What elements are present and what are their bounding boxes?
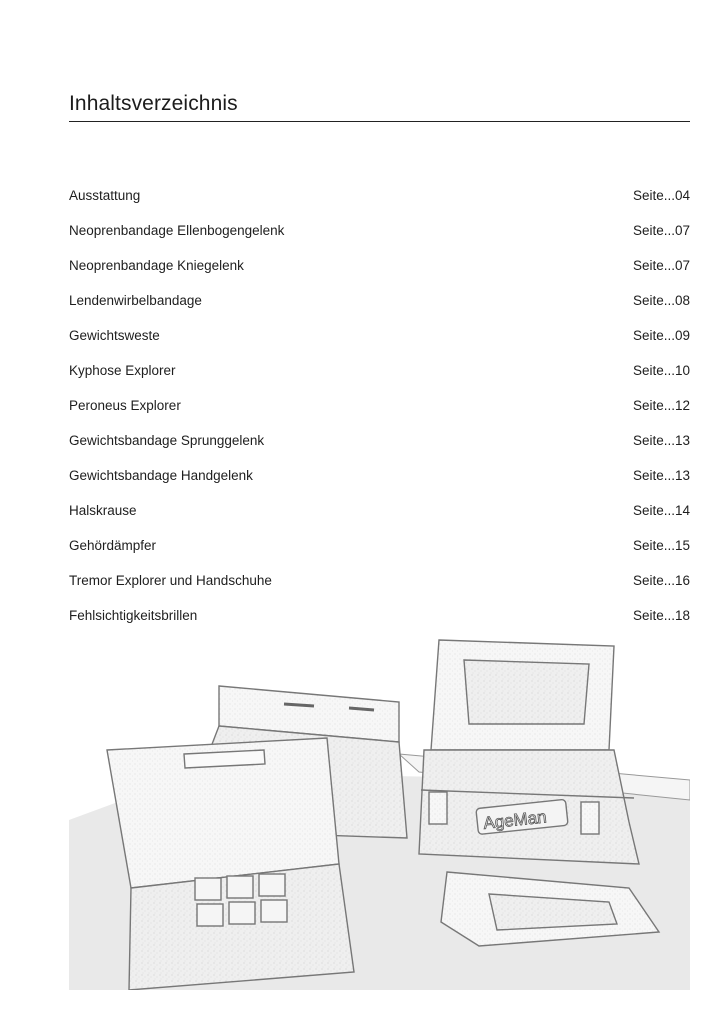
toc-entry-title: Ausstattung — [69, 188, 141, 203]
toc-entry-title: Kyphose Explorer — [69, 363, 176, 378]
toc-entry-title: Neoprenbandage Kniegelenk — [69, 258, 244, 273]
toc-entry-title: Halskrause — [69, 503, 137, 518]
toc-entry[interactable] — [69, 293, 690, 328]
toc-entry-page: Seite...13 — [632, 433, 690, 448]
toc-entry[interactable] — [69, 363, 690, 398]
toc-entry-page: Seite...07 — [632, 223, 690, 238]
toc-entry-title: Fehlsichtigkeitsbrillen — [69, 608, 198, 623]
toc-entry-title: Lendenwirbelbandage — [69, 293, 202, 308]
toc-entry[interactable] — [69, 188, 690, 223]
toc-entry-page: Seite...18 — [632, 608, 690, 623]
open-case-with-logo — [419, 640, 639, 864]
toc-entry-title: Gewichtsbandage Sprunggelenk — [69, 433, 265, 448]
toc-entry-page: Seite...14 — [632, 503, 690, 518]
toc-entry-page: Seite...09 — [632, 328, 690, 343]
toc-entry-page: Seite...12 — [632, 398, 690, 413]
toc-entry[interactable] — [69, 468, 690, 503]
toc-entry-page: Seite...10 — [632, 363, 690, 378]
toc-entry-page: Seite...04 — [632, 188, 690, 203]
toc-entry-title: Gewichtsweste — [69, 328, 160, 343]
toc-entry-page: Seite...07 — [632, 258, 690, 273]
toc-entry[interactable] — [69, 573, 690, 608]
toc-entry[interactable] — [69, 433, 690, 468]
toc-entry[interactable] — [69, 328, 690, 363]
toc-entry-title: Gewichtsbandage Handgelenk — [69, 468, 253, 483]
toc-entry-title: Peroneus Explorer — [69, 398, 181, 413]
toc-entry-title: Gehördämpfer — [69, 538, 157, 553]
case-logo: AgeMan — [482, 807, 548, 833]
table-of-contents — [69, 188, 690, 643]
toc-entry[interactable] — [69, 258, 690, 293]
toc-entry-page: Seite...16 — [632, 573, 690, 588]
toc-entry-title: Tremor Explorer und Handschuhe — [69, 573, 272, 588]
toc-entry-title: Neoprenbandage Ellenbogengelenk — [69, 223, 285, 238]
page-title: Inhaltsverzeichnis — [69, 92, 238, 115]
title-divider — [69, 121, 690, 122]
toc-entry[interactable] — [69, 223, 690, 258]
product-cases-photo — [69, 632, 690, 990]
toc-entry[interactable] — [69, 538, 690, 573]
toc-entry[interactable] — [69, 398, 690, 433]
toc-entry[interactable] — [69, 503, 690, 538]
toc-entry-page: Seite...13 — [632, 468, 690, 483]
open-organizer-case — [107, 738, 354, 990]
toc-entry-page: Seite...08 — [632, 293, 690, 308]
toc-entry-page: Seite...15 — [632, 538, 690, 553]
